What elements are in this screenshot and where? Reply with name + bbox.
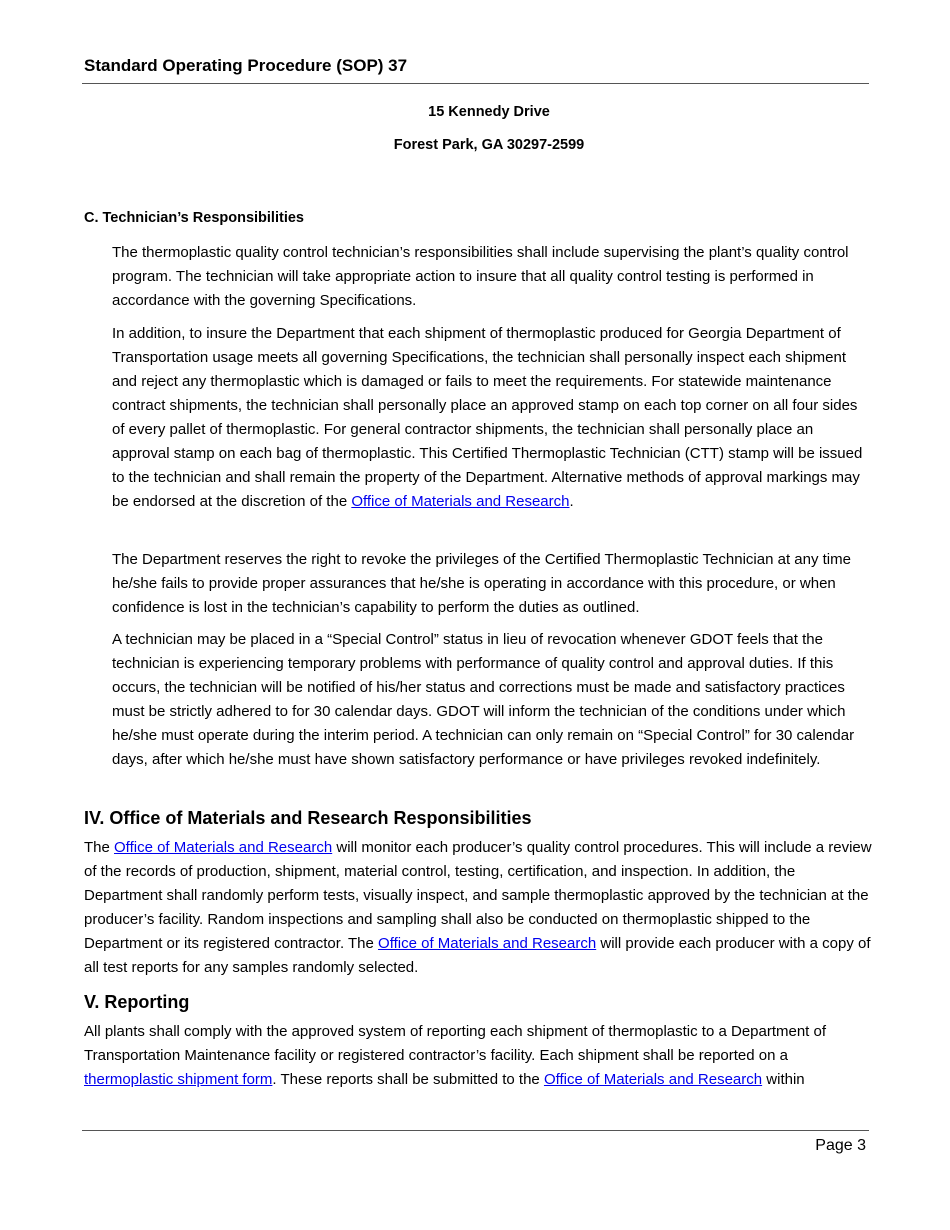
address-line-1: 15 Kennedy Drive	[428, 104, 550, 120]
section-iv-heading: IV. Office of Materials and Research Responsibilities	[84, 808, 532, 828]
technician-responsibilities-paragraph-1: The thermoplastic quality control technician’s responsibilities shall include supervising the plant’s quality control program. The technician will take appropriate action to insure that all quality control testing is performed in accordance with the governing Specifications.	[112, 244, 849, 309]
address-line-2: Forest Park, GA 30297-2599	[393, 137, 585, 153]
paragraph-text: All plants shall comply with the approved system of reporting each shipment of thermoplastic to a Department of Transportation Maintenance facility or registered contractor’s facility. Each shipment shall be reported on a	[84, 1023, 827, 1064]
document-header-title: Standard Operating Procedure (SOP) 37	[84, 56, 408, 75]
paragraph-text: In addition, to insure the Department that each shipment of thermoplastic produced for Georgia Department of Transportation usage meets all governing Specifications, the technician shall personally inspect each shipment and reject any thermoplastic which is damaged or fails to meet the requirements. For statewide maintenance contract shipments, the technician shall personally place an approved stamp on each top corner on all four sides of every pallet of thermoplastic. For general contractor shipments, the technician shall personally place an approval stamp on each bag of thermoplastic. This Certified Thermoplastic Technician (CTT) stamp will be issued to the technician and shall remain the property of the Department. Alternative methods of approval markings may be endorsed at the discretion of the	[112, 325, 863, 510]
thermoplastic-shipment-form-link[interactable]: thermoplastic shipment form	[84, 1071, 273, 1088]
header-divider	[82, 83, 869, 84]
paragraph-text: The	[84, 839, 115, 856]
paragraph-text: .	[569, 493, 574, 510]
technician-responsibilities-paragraph-3: The Department reserves the right to revoke the privileges of the Certified Thermoplastic Technician at any time he/she fails to provide proper assurances that he/she is operating in accordance with this procedure, or when confidence is lost in the technician’s capability to perform the duties as outlined.	[112, 551, 851, 616]
technician-responsibilities-paragraph-4: A technician may be placed in a “Special Control” status in lieu of revocation whenever GDOT feels that the technician is experiencing temporary problems with performance of quality control and approval duties. If this occurs, the technician will be notified of his/her status and corrections must be made and satisfactory practices must be strictly adhered to for 30 calendar days. GDOT will inform the technician of the conditions under which he/she must operate during the interim period. A technician can only remain on “Special Control” for 30 calendar days, after which he/she must have shown satisfactory performance or have privileges revoked indefinitely.	[112, 631, 855, 768]
paragraph-text: will monitor each producer’s quality control procedures. This will include a review of the records of production, shipment, material control, testing, certification, and inspection. In addition, the Department shall randomly perform tests, visually inspect, and sample thermoplastic approved by the technician at the producer’s facility. Random inspections and sampling shall also be conducted on thermoplastic shipped to the Department or its registered contractor. The	[84, 839, 872, 952]
omr-responsibilities-paragraph	[84, 836, 872, 980]
office-materials-research-link[interactable]: Office of Materials and Research	[351, 493, 570, 510]
technician-responsibilities-paragraph-2	[112, 322, 872, 514]
page-number: Page 3	[815, 1137, 866, 1154]
paragraph-text: . These reports shall be submitted to the	[272, 1071, 544, 1088]
paragraph-text: will provide each producer with a copy of all test reports for any samples randomly selected.	[84, 935, 871, 976]
reporting-paragraph	[84, 1020, 872, 1092]
footer-divider	[82, 1130, 869, 1131]
section-c-heading: C. Technician’s Responsibilities	[84, 210, 304, 226]
section-v-heading: V. Reporting	[84, 992, 190, 1012]
office-materials-research-link[interactable]: Office of Materials and Research	[543, 1071, 763, 1088]
office-materials-research-link[interactable]: Office of Materials and Research	[114, 839, 333, 856]
office-materials-research-link[interactable]: Office of Materials and Research	[378, 935, 597, 952]
paragraph-text: within	[762, 1071, 805, 1088]
